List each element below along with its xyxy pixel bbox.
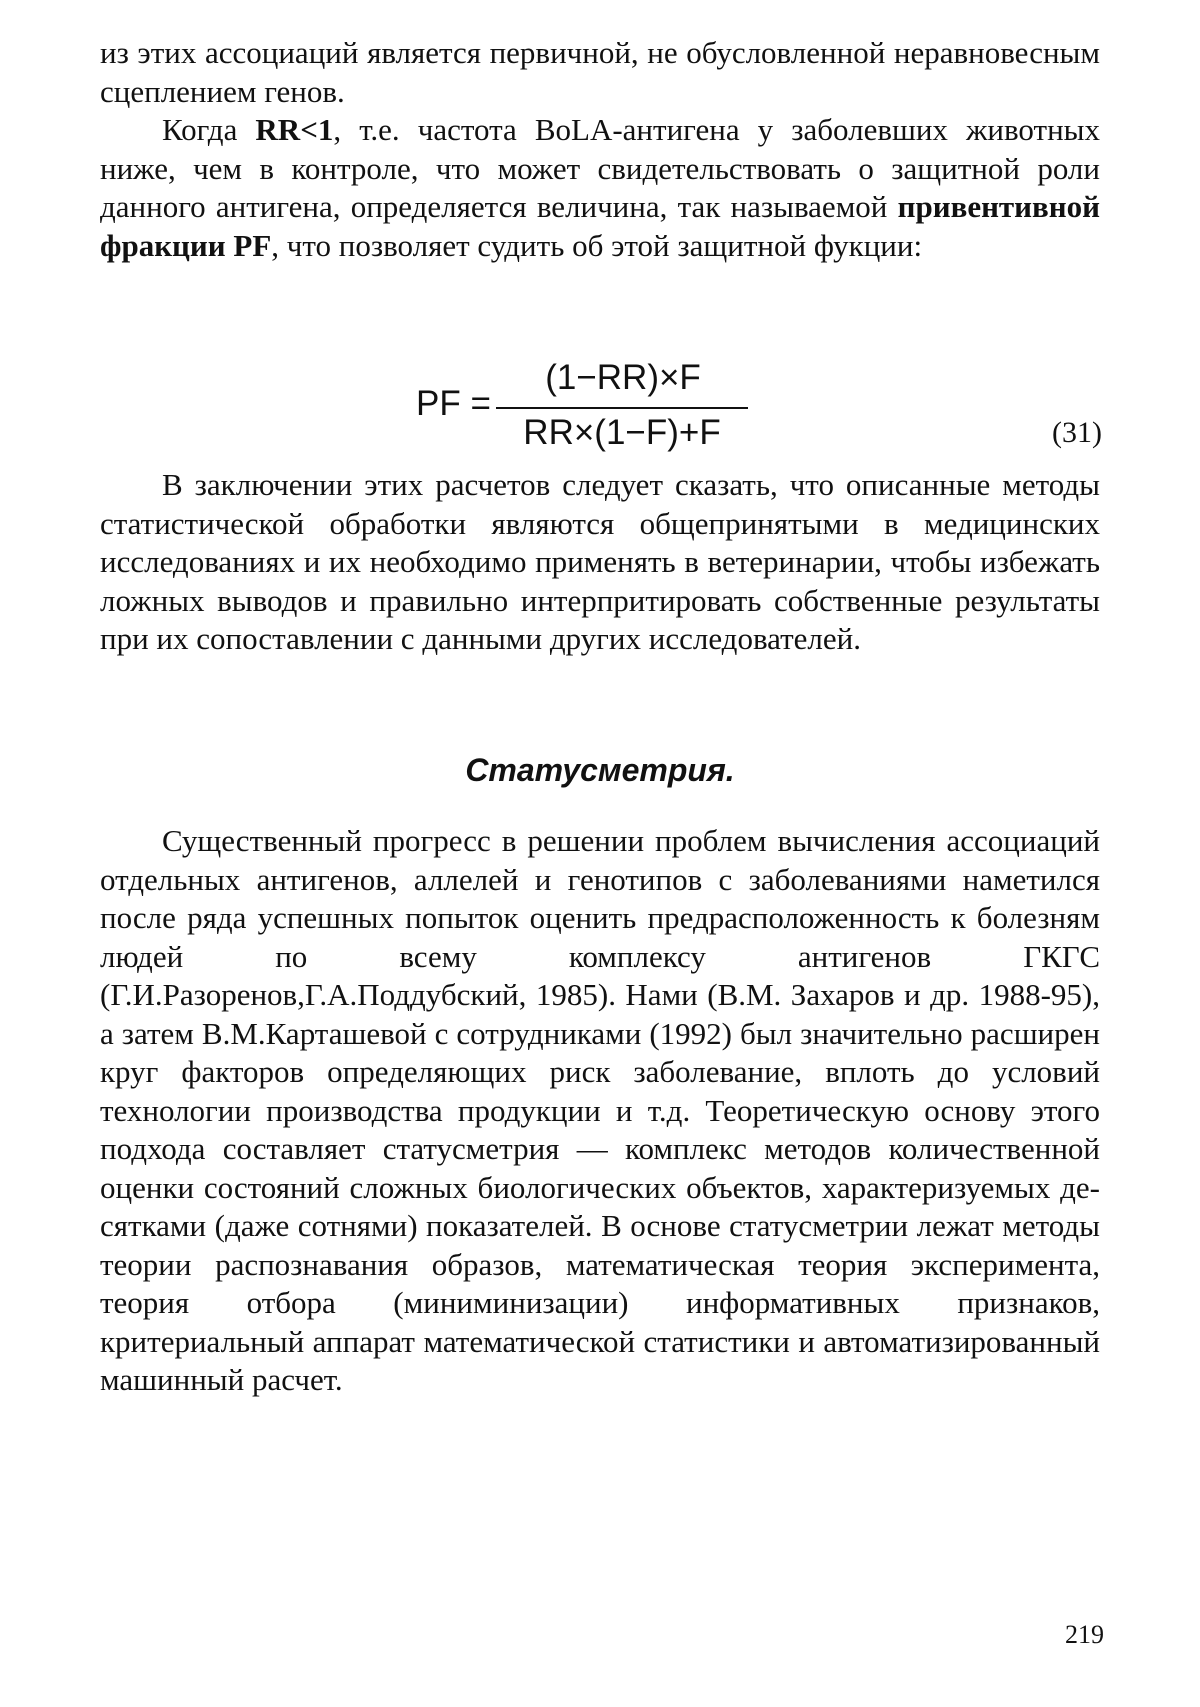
text-block-conclusion bbox=[100, 466, 1100, 659]
paragraph-conclusion: В заключении этих расчетов следует сказать, что описанные методы статистической обработки являются общепринятыми в медицинских исследованиях и их необходимо применять в ветеринарии, чтобы избежать ложных выводов и правильно интерпритировать собственные результаты при их сопоставлении с данными других исследователей. bbox=[100, 467, 1100, 656]
section-heading: Статусметрия. bbox=[465, 752, 735, 788]
formula-numerator: (1−RR)×F bbox=[545, 358, 701, 397]
formula-lhs: PF = bbox=[416, 384, 491, 423]
text-run: , т.е. частота BoLA-антигена у заболевших животных ниже, чем в контроле, что может свидетельствовать о защитной роли данного антигена, определяется величина, так называемой bbox=[100, 112, 1100, 224]
rr-condition: RR<1 bbox=[255, 112, 334, 147]
text-run: Когда bbox=[162, 112, 256, 147]
paragraph-rr-definition bbox=[100, 111, 1100, 265]
paragraph-continuation: из этих ассоциаций является первичной, не обусловленной неравновесным сцеплением генов. bbox=[100, 35, 1100, 109]
pf-term: привентивной фракции PF bbox=[100, 189, 1100, 263]
text-block-statusmetry bbox=[100, 822, 1100, 1400]
text-block-intro bbox=[100, 34, 1100, 265]
text-run: , что позволяет судить об этой защитной фукции: bbox=[271, 227, 923, 263]
paragraph-statusmetry: Существенный прогресс в решении проблем вычисления ассоциаций отдельных антигенов, аллелей и генотипов с заболеваниями наметился после ряда успешных попыток оценить предрасположенность к болезням людей по всему комплексу антигенов ГКГС (Г.И.Разоренов,Г.А.Поддубский, 1985). Нами (В.М. Захаров и др. 1988-95), а затем В.М.Карташевой с сотрудниками (1992) был значительно расширен круг факторов определяющих риск заболевание, вплоть до условий технологии производства продукции и т.д. Теоретическую основу этого подхода составляет статусметрия — комплекс методов количественной оценки состояний сложных биологических объектов, характеризуемых десятками (даже сотнями) показателей. В основе статусметрии лежат методы теории распознавания образов, математическая теория эксперимента, теория отбора (миниминизации) информативных признаков, критериальный аппарат математической статистики и автоматизированный машинный расчет. bbox=[100, 823, 1100, 1397]
formula-denominator: RR×(1−F)+F bbox=[523, 413, 721, 452]
formula-pf bbox=[0, 358, 1200, 458]
page-number: 219 bbox=[1065, 1620, 1104, 1649]
equation-number: (31) bbox=[1052, 416, 1102, 449]
fraction-bar bbox=[496, 407, 748, 409]
